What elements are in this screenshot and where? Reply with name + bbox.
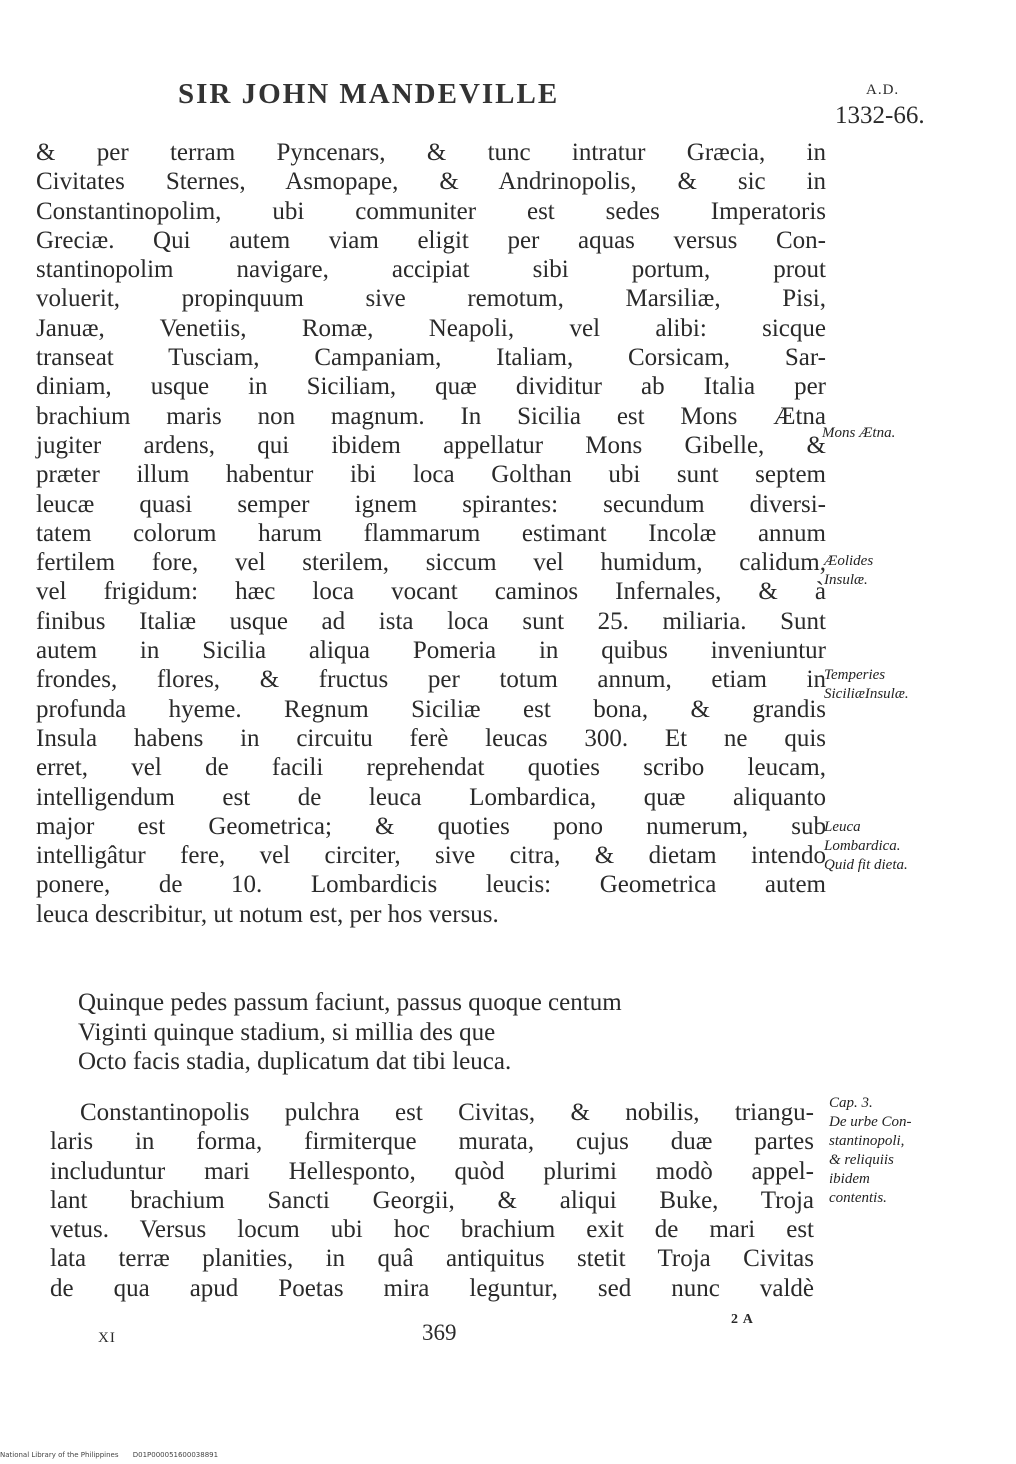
library-name: National Library of the Philippines — [0, 1451, 119, 1459]
margin-note-line: Insulæ. — [824, 572, 868, 588]
text-line: profunda hyeme. Regnum Siciliæ est bona, & grandis — [36, 695, 826, 723]
text-line: Constantinopolis pulchra est Civitas, & nobilis, triangu- — [80, 1099, 814, 1126]
text-line: jugiter ardens, qui ibidem appellatur Mons Gibelle, & — [36, 431, 826, 459]
margin-note-etna — [822, 424, 895, 443]
text-line: de qua apud Poetas mira leguntur, sed nunc valdè — [50, 1274, 814, 1302]
margin-note-temperies — [824, 666, 909, 704]
page-number: 369 — [422, 1320, 457, 1345]
text-line: diniam, usque in Siciliam, quæ dividitur ab Italia per — [36, 373, 826, 401]
text-line: præter illum habentur ibi loca Golthan ubi sunt septem — [36, 461, 826, 489]
text-line: major est Geometrica; & quoties pono numerum, sub — [36, 812, 826, 840]
margin-note-chapter — [829, 1094, 912, 1208]
text-line: voluerit, propinquum sive remotum, Marsiliæ, Pisi, — [36, 285, 826, 313]
signature-mark-left: XI — [98, 1330, 116, 1346]
second-paragraph — [50, 1098, 814, 1303]
margin-note-line: contentis. — [829, 1190, 887, 1206]
verse-line: Viginti quinque stadium, si millia des que — [78, 1018, 496, 1046]
text-line: frondes, flores, & fructus per totum annum, etiam in — [36, 666, 826, 694]
text-line: & per terram Pyncenars, & tunc intratur Græcia, in — [36, 139, 826, 166]
text-line: leucæ quasi semper ignem spirantes: secundum diversi- — [36, 490, 826, 518]
margin-note-line: Cap. 3. — [829, 1095, 873, 1111]
text-line: tatem colorum harum flammarum estimant Incolæ annum — [36, 519, 826, 547]
margin-note-line: stantinopoli, — [829, 1133, 905, 1149]
margin-note-line: Quid fit dieta. — [824, 857, 908, 873]
verse-block — [78, 988, 828, 1077]
margin-note-line: De urbe Con- — [829, 1114, 912, 1130]
text-line: vetus. Versus locum ubi hoc brachium exit de mari est — [50, 1216, 814, 1244]
date-value: 1332-66. — [835, 102, 925, 129]
verse-line: Quinque pedes passum faciunt, passus quoque centum — [78, 989, 622, 1016]
text-line: transeat Tusciam, Campaniam, Italiam, Corsicam, Sar- — [36, 344, 826, 372]
text-line: includuntur mari Hellesponto, quòd plurimi modò appel- — [50, 1157, 814, 1185]
text-line: ponere, de 10. Lombardicis leucis: Geometrica autem — [36, 871, 826, 899]
margin-note-line: Mons Ætna. — [822, 425, 896, 441]
date-label: A.D. — [866, 82, 900, 98]
text-line: intelligendum est de leuca Lombardica, quæ aliquanto — [36, 783, 826, 811]
text-line: lata terræ planities, in quâ antiquitus stetit Troja Civitas — [50, 1245, 814, 1273]
verse-line: Octo facis stadia, duplicatum dat tibi leuca. — [78, 1048, 512, 1075]
margin-note-line: ibidem — [829, 1171, 870, 1187]
margin-note-line: Æolides — [824, 553, 874, 569]
scan-footer — [0, 1451, 230, 1459]
text-line: Insula habens in circuitu ferè leucas 300. Et ne quis — [36, 724, 826, 752]
margin-note-line: Leuca — [824, 819, 861, 835]
margin-note-line: Temperies — [824, 667, 886, 683]
text-line: stantinopolim navigare, accipiat sibi portum, prout — [36, 256, 826, 284]
margin-note-line: Lombardica. — [824, 838, 901, 854]
margin-note-leuca — [824, 818, 908, 875]
text-line: erret, vel de facili reprehendat quoties scribo leucam, — [36, 754, 826, 782]
catalog-id: D01P000051600038891 — [132, 1451, 219, 1459]
signature-mark-right: 2 A — [731, 1312, 754, 1327]
running-head-title: SIR JOHN MANDEVILLE — [178, 78, 560, 110]
text-line: finibus Italiæ usque ad ista loca sunt 25. miliaria. Sunt — [36, 607, 826, 635]
text-line: laris in forma, firmiterque murata, cujus duæ partes — [50, 1128, 814, 1156]
text-line: Januæ, Venetiis, Romæ, Neapoli, vel alibi: sicque — [36, 314, 826, 342]
margin-note-aeolides — [824, 552, 873, 590]
text-line: Constantinopolim, ubi communiter est sedes Imperatoris — [36, 197, 826, 225]
text-line: Greciæ. Qui autem viam eligit per aquas versus Con- — [36, 226, 826, 254]
margin-note-line: & reliquiis — [829, 1152, 894, 1168]
text-line: brachium maris non magnum. In Sicilia est Mons Ætna — [36, 402, 826, 430]
text-line: Civitates Sternes, Asmopape, & Andrinopolis, & sic in — [36, 168, 826, 196]
text-line: autem in Sicilia aliqua Pomeria in quibus inveniuntur — [36, 637, 826, 665]
text-line: intelligâtur fere, vel circiter, sive citra, & dietam intendo — [36, 842, 826, 870]
margin-note-line: SiciliæInsulæ. — [824, 686, 909, 702]
text-line: vel frigidum: hæc loca vocant caminos Infernales, & à — [36, 578, 826, 606]
text-line: lant brachium Sancti Georgii, & aliqui Buke, Troja — [50, 1186, 814, 1214]
text-line: leuca describitur, ut notum est, per hos versus. — [36, 900, 499, 928]
main-paragraph — [36, 138, 826, 929]
text-line: fertilem fore, vel sterilem, siccum vel humidum, calidum, — [36, 549, 826, 577]
